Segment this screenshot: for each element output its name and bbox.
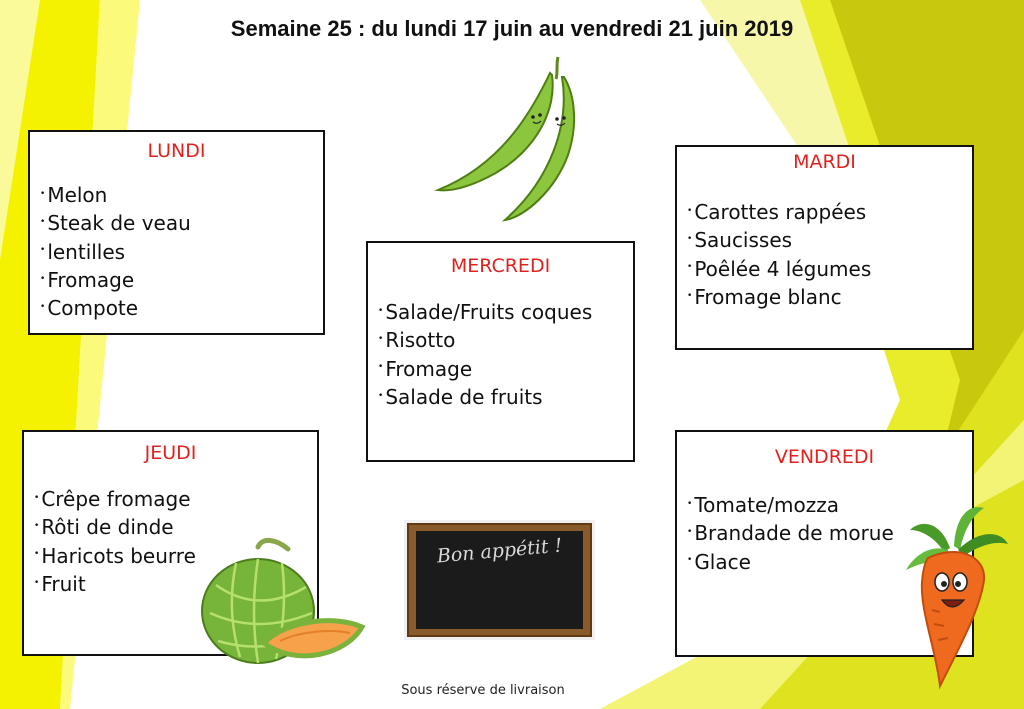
menu-item: • Crêpe fromage	[34, 486, 317, 514]
menu-item: • Fromage	[378, 356, 633, 384]
day-title-mardi: MARDI	[793, 151, 856, 173]
menu-item: • Poêlée 4 légumes	[687, 256, 972, 284]
day-title-jeudi: JEUDI	[144, 442, 197, 464]
menu-item: • Fromage blanc	[687, 284, 972, 312]
menu-item: • Fruit	[34, 571, 317, 599]
menu-item: • Compote	[40, 295, 323, 323]
menu-item: • Salade/Fruits coques	[378, 299, 633, 327]
green-beans-icon	[430, 55, 580, 225]
carrot-icon	[900, 500, 1010, 690]
day-title-lundi: LUNDI	[147, 140, 206, 162]
day-title-mercredi: MERCREDI	[450, 255, 551, 277]
menu-item: • Steak de veau	[40, 210, 323, 238]
menu-item: • Glace	[687, 549, 972, 577]
menu-item: • Saucisses	[687, 227, 972, 255]
menu-item: • lentilles	[40, 239, 323, 267]
menu-item: • Salade de fruits	[378, 384, 633, 412]
menu-item: • Tomate/mozza	[687, 492, 972, 520]
day-box-mercredi	[366, 241, 635, 462]
menu-list-mardi	[677, 199, 972, 312]
chalkboard-text: Bon appétit !	[435, 534, 564, 568]
day-title-vendredi: VENDREDI	[774, 446, 875, 468]
menu-item: • Rôti de dinde	[34, 514, 317, 542]
footnote: Sous réserve de livraison	[401, 683, 565, 698]
page-title: Semaine 25 : du lundi 17 juin au vendredi 21 juin 2019	[230, 16, 794, 41]
menu-item: • Haricots beurre	[34, 543, 317, 571]
day-box-mardi	[675, 145, 974, 350]
menu-item: • Risotto	[378, 327, 633, 355]
menu-item: • Fromage	[40, 267, 323, 295]
menu-item: • Brandade de morue	[687, 520, 972, 548]
day-box-lundi	[28, 130, 325, 335]
menu-item: • Melon	[40, 182, 323, 210]
melon-icon	[196, 535, 366, 665]
menu-item: • Carottes rappées	[687, 199, 972, 227]
menu-list-mercredi	[368, 299, 633, 412]
menu-list-lundi	[30, 182, 323, 323]
